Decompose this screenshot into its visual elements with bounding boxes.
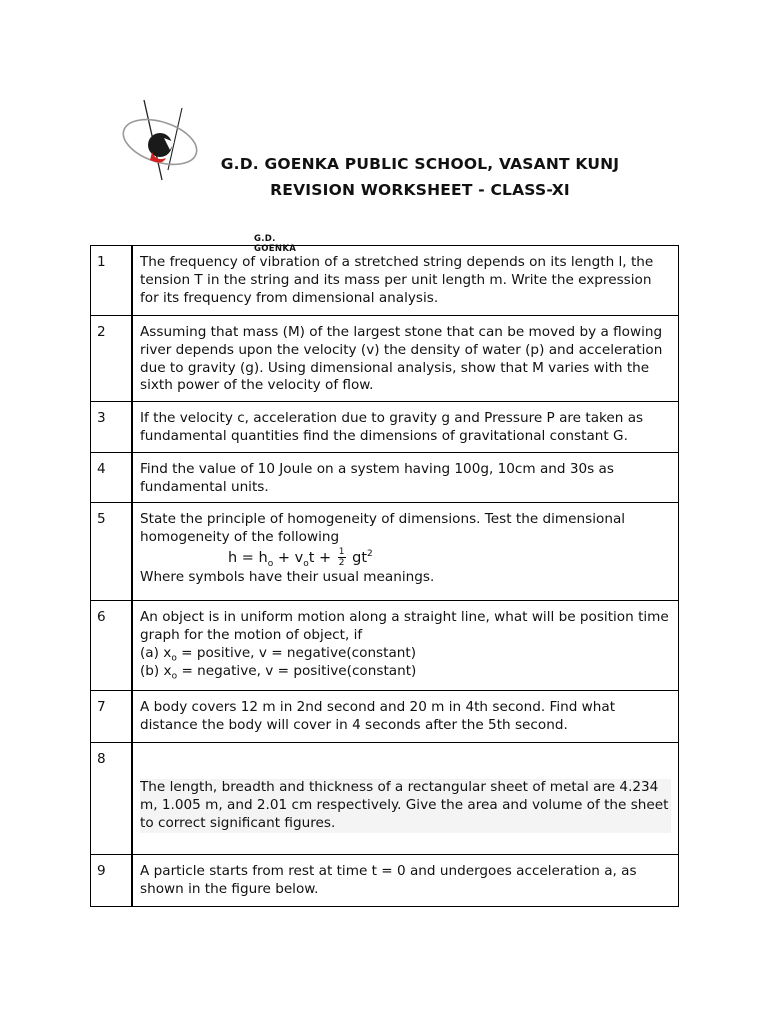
table-row <box>91 743 679 855</box>
option-a <box>140 645 671 663</box>
question-text: The length, breadth and thickness of a rectangular sheet of metal are 4.234 m, 1.005 m, and 2.01 cm respectively. Give the area and volume of the sheet to correct significant figures. <box>140 779 671 832</box>
question-text: A particle starts from rest at time t = 0 and undergoes acceleration a, as shown in the figure below. <box>132 855 679 907</box>
question-text: A body covers 12 m in 2nd second and 20 m in 4th second. Find what distance the body will cover in 4 seconds after the 5th second. <box>132 691 679 743</box>
question-number: 3 <box>91 402 133 453</box>
fraction-numerator: 1 <box>338 547 345 558</box>
fraction-denominator: 2 <box>338 558 345 569</box>
table-row <box>91 402 679 453</box>
logo-text: G.D. GOENKA <box>254 234 297 254</box>
question-note: Where symbols have their usual meanings. <box>140 568 435 585</box>
question-number: 2 <box>91 316 133 402</box>
option-part: (b) x <box>140 662 172 679</box>
question-cell <box>132 503 679 601</box>
table-row <box>91 691 679 743</box>
table-row <box>91 503 679 601</box>
formula-part: t + <box>308 549 336 566</box>
question-number: 9 <box>91 855 133 907</box>
formula-part: gt <box>347 549 368 566</box>
school-name: G.D. GOENKA PUBLIC SCHOOL, VASANT KUNJ <box>220 155 620 173</box>
question-cell <box>132 601 679 691</box>
option-part: = positive, v = negative(constant) <box>176 644 417 661</box>
option-subscript: o <box>171 671 178 682</box>
table-row <box>91 855 679 907</box>
option-part: (a) x <box>140 644 172 661</box>
question-text: An object is in uniform motion along a straight line, what will be position time graph for the motion of object, if <box>140 609 669 644</box>
question-number: 5 <box>91 503 133 601</box>
question-number: 4 <box>91 452 133 503</box>
question-cell <box>132 743 679 855</box>
formula <box>140 547 671 569</box>
formula-part: + v <box>273 549 304 566</box>
formula-superscript: 2 <box>367 549 373 560</box>
option-subscript: o <box>171 653 177 664</box>
fraction <box>338 547 346 568</box>
question-text: Find the value of 10 Joule on a system having 100g, 10cm and 30s as fundamental units. <box>132 452 679 503</box>
table-row <box>91 601 679 691</box>
table-row <box>91 246 679 316</box>
questions-table <box>90 245 679 907</box>
worksheet-title: REVISION WORKSHEET - CLASS-XI <box>270 181 570 199</box>
question-number: 1 <box>91 246 133 316</box>
formula-part: h = h <box>228 549 268 566</box>
table-row <box>91 316 679 402</box>
option-b <box>140 663 671 681</box>
formula-subscript: o <box>303 558 309 569</box>
question-number: 8 <box>91 743 133 855</box>
question-text: Assuming that mass (M) of the largest stone that can be moved by a flowing river depends upon the velocity (v) the density of water (p) and acceleration due to gravity (g). Using dimensional analysis, show that M varies with the sixth power of the velocity of flow. <box>132 316 679 402</box>
formula-subscript: o <box>267 558 274 569</box>
option-part: = negative, v = positive(constant) <box>177 662 417 679</box>
table-row <box>91 452 679 503</box>
question-text: State the principle of homogeneity of dimensions. Test the dimensional homogeneity of the following <box>140 511 626 546</box>
question-text: If the velocity c, acceleration due to gravity g and Pressure P are taken as fundamental quantities find the dimensions of gravitational constant G. <box>132 402 679 453</box>
question-number: 6 <box>91 601 133 691</box>
question-number: 7 <box>91 691 133 743</box>
question-text: The frequency of vibration of a stretched string depends on its length l, the tension T in the string and its mass per unit length m. Write the expression for its frequency from dimensional analysis. <box>132 246 679 316</box>
